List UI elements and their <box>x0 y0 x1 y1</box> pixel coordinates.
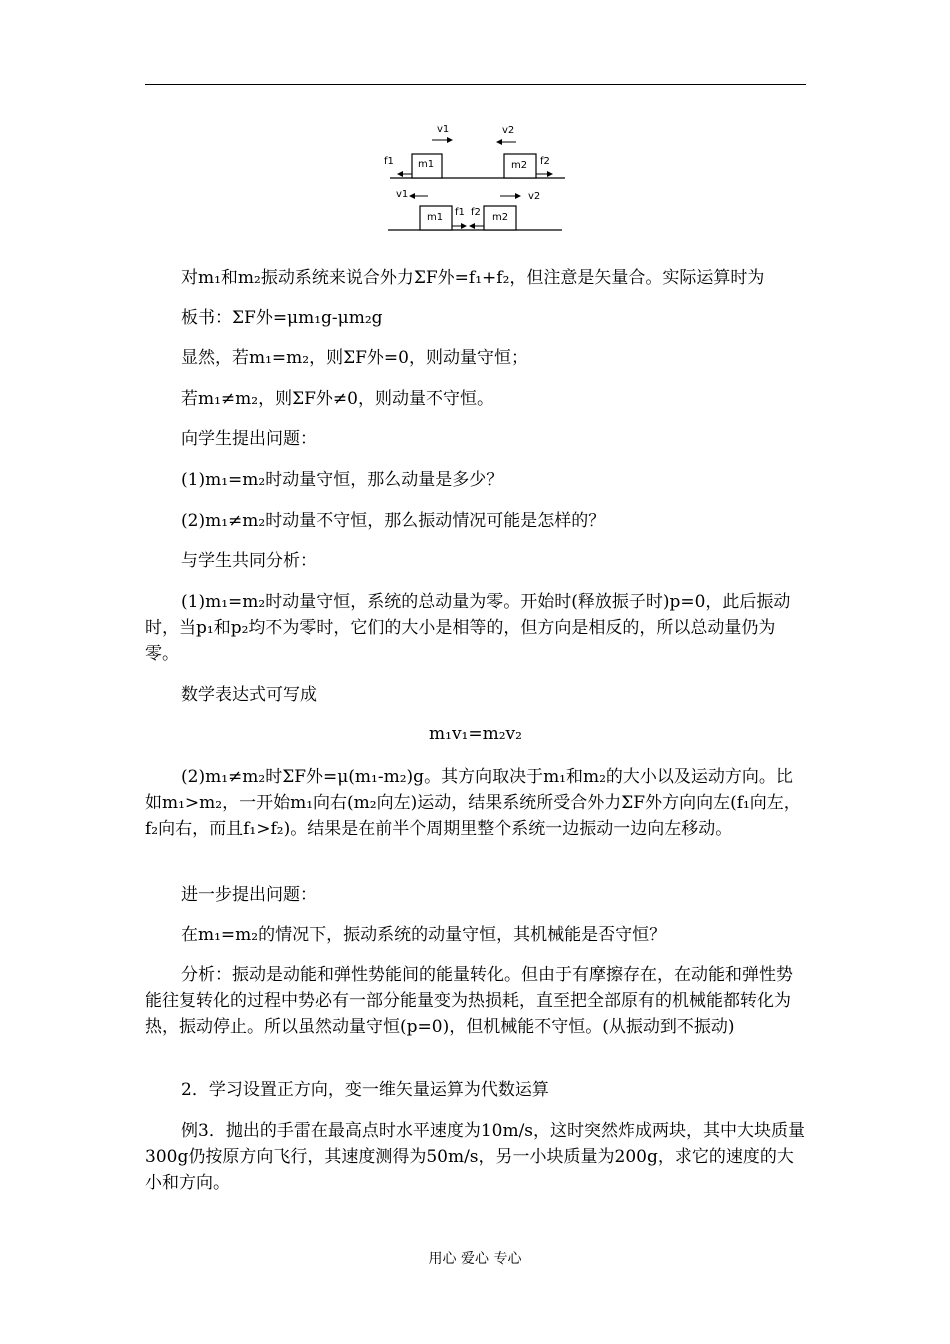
paragraph-8: 与学生共同分析： <box>181 551 317 571</box>
label-v1-bottom: v1 <box>396 189 409 200</box>
label-m2-bottom: m2 <box>492 212 509 223</box>
label-v2-top: v2 <box>502 125 515 136</box>
label-v1-top: v1 <box>437 124 450 135</box>
paragraph-14: 分析：振动是动能和弹性势能间的能量转化。但由于有摩擦存在，在动能和弹性势能往复转化的过程中势必有一部分能量变为热损耗，直至把全部原有的机械能都转化为热，振动停止。所以虽然动量守恒(p=0)，但机械能不守恒。(从振动到不振动) <box>145 965 793 1037</box>
paragraph-4: 若m₁≠m₂，则ΣF外≠0，则动量不守恒。 <box>181 389 494 409</box>
paragraph-7: (2)m₁≠m₂时动量不守恒，那么振动情况可能是怎样的？ <box>181 511 606 531</box>
label-m1-top: m1 <box>418 159 435 170</box>
paragraph-6: (1)m₁=m₂时动量守恒，那么动量是多少？ <box>181 470 504 490</box>
label-f1-top: f1 <box>384 156 394 167</box>
label-f1-bottom: f1 <box>455 207 465 218</box>
label-f2-top: f2 <box>540 156 550 167</box>
paragraph-2: 板书：ΣF外=μm₁g-μm₂g <box>181 308 383 328</box>
paragraph-12: 进一步提出问题： <box>181 885 317 905</box>
paragraph-11: (2)m₁≠m₂时ΣF外=μ(m₁-m₂)g。其方向取决于m₁和m₂的大小以及运动方向。比如m₁>m₂，一开始m₁向右(m₂向左)运动，结果系统所受合外力ΣF外方向向左(f₁向左，f₂向右，而且f₁>f₂)。结果是在前半个周期里整个系统一边振动一边向左移动。 <box>145 767 801 839</box>
label-m2-top: m2 <box>511 160 528 171</box>
label-f2-bottom: f2 <box>471 207 481 218</box>
label-v2-bottom: v2 <box>528 191 541 202</box>
page-footer: 用心 爱心 专心 <box>428 1251 522 1267</box>
header-rule <box>145 84 806 85</box>
label-m1-bottom: m1 <box>427 212 444 223</box>
paragraph-1: 对m₁和m₂振动系统来说合外力ΣF外=f₁+f₂，但注意是矢量合。实际运算时为 <box>181 268 765 288</box>
paragraph-3: 显然，若m₁=m₂，则ΣF外=0，则动量守恒； <box>181 348 528 368</box>
paragraph-9: (1)m₁=m₂时动量守恒，系统的总动量为零。开始时(释放振子时)p=0，此后振动时，当p₁和p₂均不为零时，它们的大小是相等的，但方向是相反的，所以总动量仍为零。 <box>145 592 791 664</box>
paragraph-10: 数学表达式可写成 <box>181 685 317 705</box>
paragraph-15: 2．学习设置正方向，变一维矢量运算为代数运算 <box>181 1080 549 1100</box>
paragraph-16: 例3．抛出的手雷在最高点时水平速度为10m/s，这时突然炸成两块，其中大块质量300g仍按原方向飞行，其速度测得为50m/s，另一小块质量为200g，求它的速度的大小和方向。 <box>145 1121 806 1193</box>
equation: m₁v₁=m₂v₂ <box>429 724 522 744</box>
friction-diagram <box>380 118 570 238</box>
paragraph-5: 向学生提出问题： <box>181 429 317 449</box>
paragraph-13: 在m₁=m₂的情况下，振动系统的动量守恒，其机械能是否守恒？ <box>181 925 667 945</box>
